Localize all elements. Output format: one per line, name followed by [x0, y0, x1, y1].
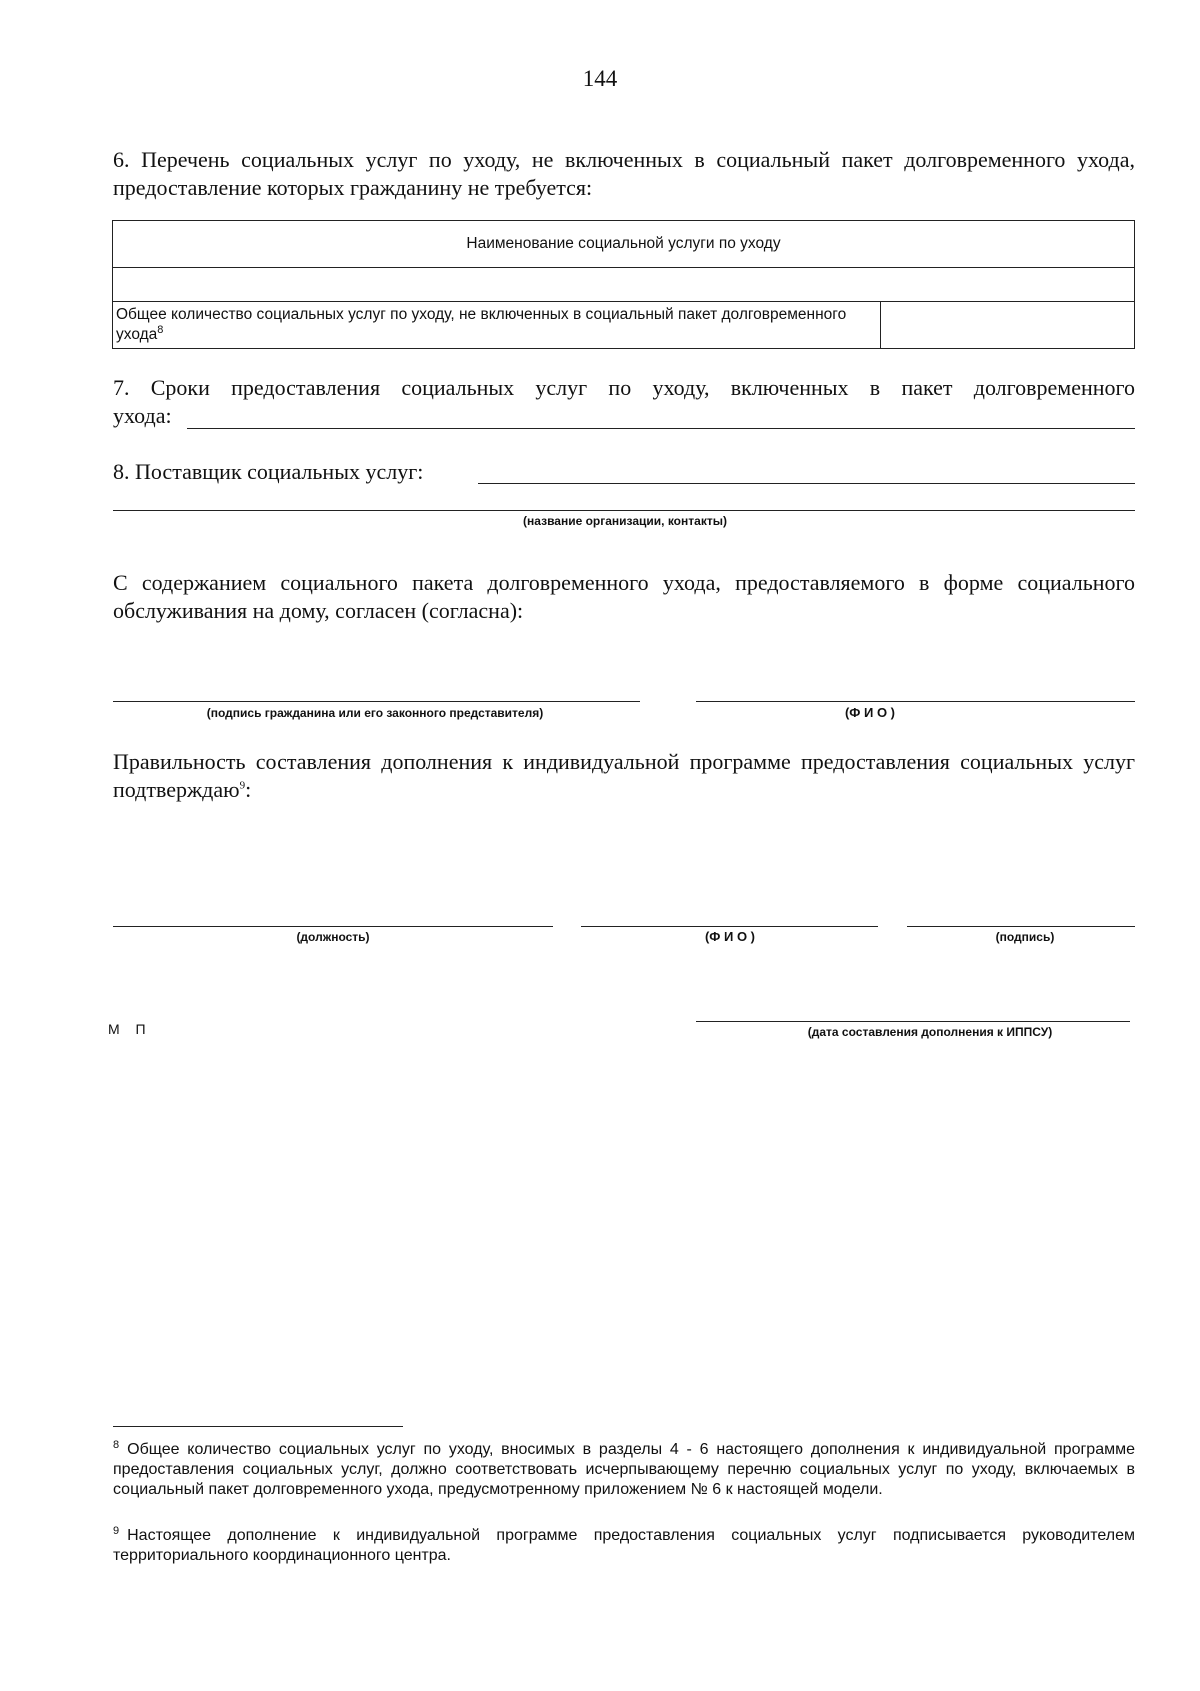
section-8-heading: 8. Поставщик социальных услуг:	[113, 459, 424, 484]
date-line[interactable]	[696, 1021, 1130, 1022]
footnote-9-mark: 9	[113, 1524, 120, 1537]
consent-statement: С содержанием социального пакета долговременного ухода, предоставляемого в форме социального обслуживания на дому, согласен (согласна):	[113, 570, 1135, 623]
citizen-signature-line[interactable]	[113, 701, 640, 702]
citizen-fio-line[interactable]	[696, 701, 1135, 702]
provider-input-line-2[interactable]	[113, 510, 1135, 511]
provider-caption: (название организации, контакты)	[523, 514, 727, 528]
footnote-9	[113, 1526, 1135, 1566]
footnote-8-mark: 8	[113, 1438, 120, 1451]
table-total-label	[113, 302, 881, 349]
officer-signature-caption: (подпись)	[995, 930, 1055, 944]
footnote-separator	[113, 1426, 403, 1427]
citizen-fio-caption: (Ф И О )	[844, 705, 896, 720]
position-caption: (должность)	[296, 930, 370, 944]
page-number: 144	[582, 66, 618, 91]
stamp-place-label: М П	[108, 1021, 152, 1037]
footnote-9-text: Настоящее дополнение к индивидуальной программе предоставления социальных услуг подписывается руководителем территориального координационного центра.	[113, 1527, 1135, 1564]
footnote-ref-8: 8	[157, 323, 164, 336]
footnote-ref-9: 9	[239, 779, 246, 792]
citizen-signature-caption: (подпись гражданина или его законного представителя)	[206, 706, 544, 720]
table-header-cell: Наименование социальной услуги по уходу	[113, 221, 1135, 268]
section-7-heading-line2: ухода:	[113, 403, 172, 428]
confirmation-text: Правильность составления дополнения к индивидуальной программе предоставления социальных услуг подтверждаю	[113, 749, 1135, 802]
officer-fio-caption: (Ф И О )	[704, 929, 756, 944]
table-empty-row	[113, 268, 1135, 302]
confirmation-suffix: :	[245, 777, 252, 802]
footnote-8-text: Общее количество социальных услуг по уходу, вносимых в разделы 4 - 6 настоящего дополнения к индивидуальной программе предоставления социальных услуг, должно соответствовать исчерпывающему перечню социальных услуг по уходу, включаемых в социальный пакет долговременного ухода, предусмотренному приложением № 6 к настоящей модели.	[113, 1441, 1135, 1498]
excluded-services-table	[112, 220, 1135, 349]
table-total-value[interactable]	[881, 302, 1135, 349]
provider-input-line[interactable]	[478, 483, 1135, 484]
total-label-text: Общее количество социальных услуг по уходу, не включенных в социальный пакет долговременного ухода	[116, 306, 847, 343]
date-caption: (дата составления дополнения к ИППСУ)	[807, 1025, 1053, 1039]
section-7-heading: 7. Сроки предоставления социальных услуг по уходу, включенных в пакет долговременного	[113, 375, 1135, 400]
section-6-heading: 6. Перечень социальных услуг по уходу, не включенных в социальный пакет долговременного ухода, предоставление которых гражданину не требуется:	[113, 147, 1135, 200]
footnote-8	[113, 1440, 1135, 1500]
confirmation-statement	[113, 748, 1135, 804]
position-line[interactable]	[113, 926, 553, 927]
officer-signature-line[interactable]	[907, 926, 1135, 927]
officer-fio-line[interactable]	[581, 926, 878, 927]
terms-input-line[interactable]	[187, 428, 1135, 429]
